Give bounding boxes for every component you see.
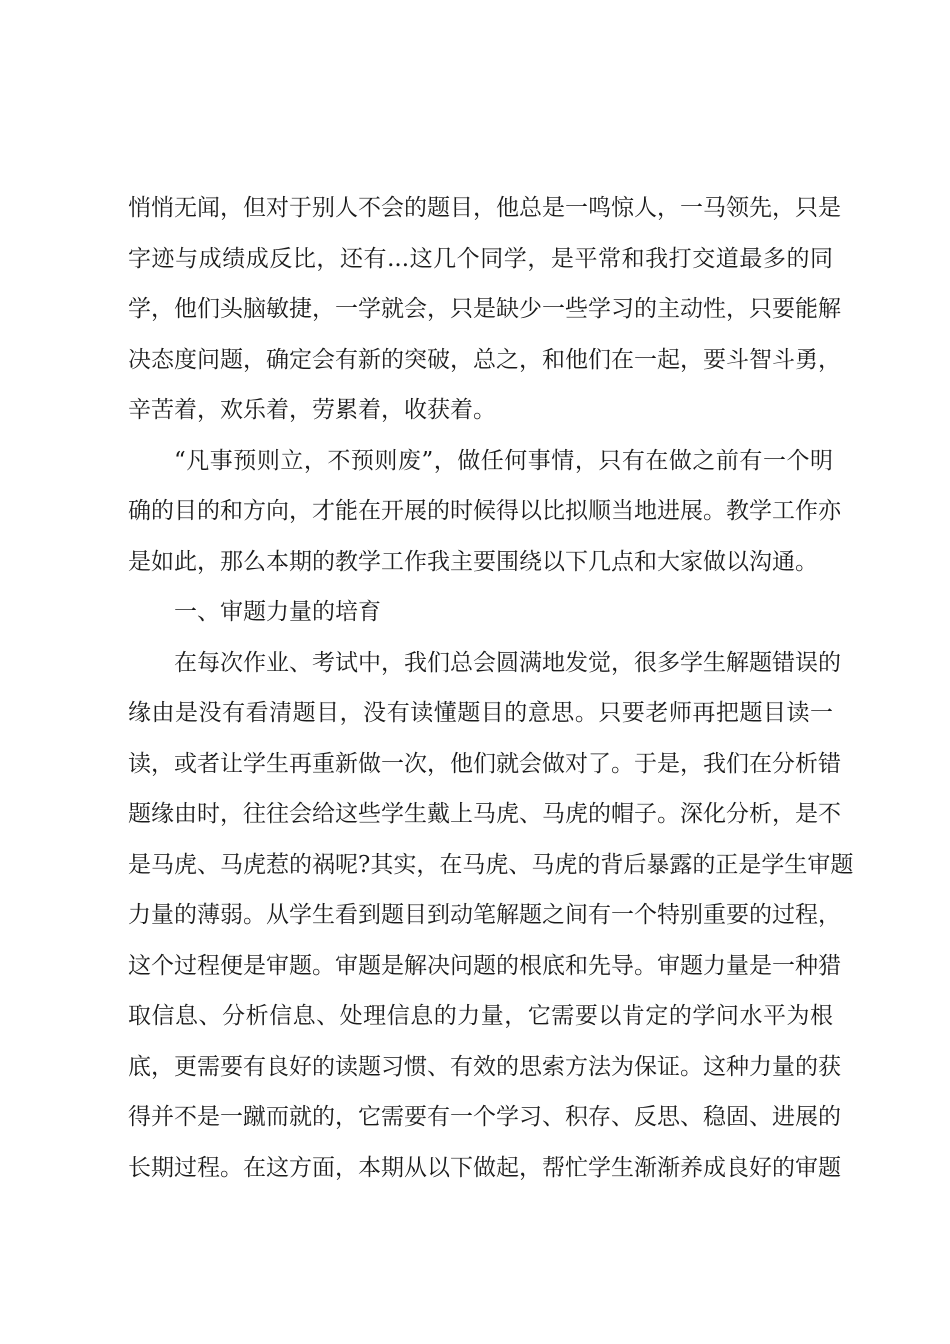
paragraph-line: 是如此，那么本期的教学工作我主要围绕以下几点和大家做以沟通。 <box>128 548 818 575</box>
paragraph-line: 缘由是没有看清题目，没有读懂题目的意思。只要老师再把题目读一 <box>128 700 833 726</box>
paragraph-line: 是马虎、马虎惹的祸呢?其实，在马虎、马虎的背后暴露的正是学生审题 <box>128 851 854 878</box>
paragraph-line: 读，或者让学生再重新做一次，他们就会做对了。于是，我们在分析错 <box>128 750 841 777</box>
paragraph-line: 决态度问题，确定会有新的突破，总之，和他们在一起，要斗智斗勇， <box>128 346 841 373</box>
section-heading: 一、审题力量的培育 <box>174 599 381 625</box>
paragraph-line: 得并不是一蹴而就的，它需要有一个学习、积存、反思、稳固、进展的 <box>128 1104 841 1130</box>
paragraph-line: “凡事预则立，不预则废”，做任何事情，只有在做之前有一个明 <box>174 447 833 474</box>
document-body <box>128 183 854 1193</box>
paragraph-line: 底，更需要有良好的读题习惯、有效的思索方法为保证。这种力量的获 <box>128 1053 841 1080</box>
paragraph-line: 学，他们头脑敏捷，一学就会，只是缺少一些学习的主动性，只要能解 <box>128 296 841 322</box>
paragraph-line: 题缘由时，往往会给这些学生戴上马虎、马虎的帽子。深化分析，是不 <box>128 801 841 827</box>
paragraph-line: 字迹与成绩成反比，还有...这几个同学，是平常和我打交道最多的同 <box>128 245 833 272</box>
paragraph-line: 这个过程便是审题。审题是解决问题的根底和先导。审题力量是一种猎 <box>128 952 841 979</box>
paragraph-line: 取信息、分析信息、处理信息的力量，它需要以肯定的学问水平为根 <box>128 1003 833 1029</box>
paragraph-line: 辛苦着，欢乐着，劳累着，收获着。 <box>128 397 496 423</box>
paragraph-line: 悄悄无闻，但对于别人不会的题目，他总是一鸣惊人，一马领先，只是 <box>128 195 841 221</box>
paragraph-line: 长期过程。在这方面，本期从以下做起，帮忙学生渐渐养成良好的审题 <box>128 1154 841 1181</box>
paragraph-line: 在每次作业、考试中，我们总会圆满地发觉，很多学生解题错误的 <box>174 649 841 676</box>
paragraph-line: 确的目的和方向，才能在开展的时候得以比拟顺当地进展。教学工作亦 <box>128 498 841 524</box>
paragraph-line: 力量的薄弱。从学生看到题目到动笔解题之间有一个特别重要的过程， <box>128 902 841 928</box>
